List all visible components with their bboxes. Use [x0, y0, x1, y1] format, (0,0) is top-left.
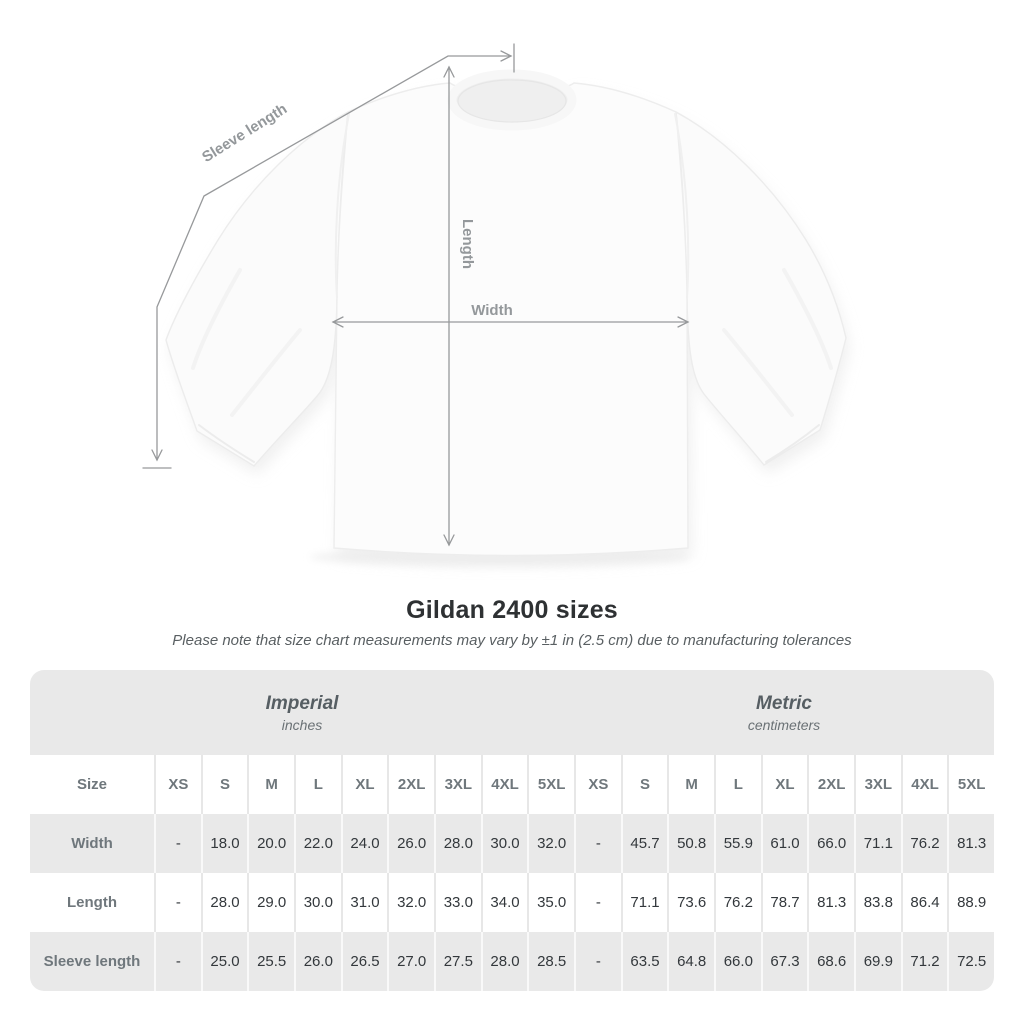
value-cell-metric: 68.6 [807, 932, 854, 991]
value-cell-imperial: 27.0 [387, 932, 434, 991]
value-cell-imperial: 26.0 [294, 932, 341, 991]
value-cell-imperial: 30.0 [481, 814, 528, 873]
value-cell-imperial: 26.0 [387, 814, 434, 873]
length-label: Length [459, 219, 476, 269]
metric-section-header [574, 670, 994, 755]
value-cell-metric: 86.4 [901, 873, 948, 932]
value-cell-metric: 69.9 [854, 932, 901, 991]
value-cell-metric: 71.2 [901, 932, 948, 991]
page-title: Gildan 2400 sizes [406, 596, 618, 624]
value-cell-metric: 71.1 [621, 873, 668, 932]
size-col-header-imperial: 5XL [527, 755, 574, 814]
size-col-header-imperial: XL [341, 755, 388, 814]
size-row-header: Size [30, 755, 154, 814]
value-cell-metric: 72.5 [947, 932, 994, 991]
size-col-header-imperial: L [294, 755, 341, 814]
imperial-section-unit: inches [281, 716, 323, 733]
measurement-row-label: Length [30, 873, 154, 932]
value-cell-metric: - [574, 873, 621, 932]
size-col-header-imperial: 4XL [481, 755, 528, 814]
size-col-header-imperial: 3XL [434, 755, 481, 814]
value-cell-metric: - [574, 814, 621, 873]
value-cell-imperial: 25.5 [247, 932, 294, 991]
value-cell-imperial: 32.0 [527, 814, 574, 873]
value-cell-imperial: 25.0 [201, 932, 248, 991]
value-cell-metric: 66.0 [714, 932, 761, 991]
value-cell-imperial: 28.5 [527, 932, 574, 991]
value-cell-imperial: 28.0 [481, 932, 528, 991]
value-cell-metric: - [574, 932, 621, 991]
size-col-header-metric: 3XL [854, 755, 901, 814]
metric-section-label: Metric [756, 692, 812, 714]
value-cell-imperial: 28.0 [434, 814, 481, 873]
value-cell-metric: 71.1 [854, 814, 901, 873]
value-cell-metric: 81.3 [807, 873, 854, 932]
size-col-header-metric: 5XL [947, 755, 994, 814]
value-cell-imperial: 30.0 [294, 873, 341, 932]
value-cell-metric: 88.9 [947, 873, 994, 932]
value-cell-imperial: - [154, 814, 201, 873]
size-col-header-metric: XS [574, 755, 621, 814]
value-cell-imperial: 35.0 [527, 873, 574, 932]
value-cell-imperial: 27.5 [434, 932, 481, 991]
value-cell-imperial: 32.0 [387, 873, 434, 932]
value-cell-imperial: 31.0 [341, 873, 388, 932]
value-cell-metric: 83.8 [854, 873, 901, 932]
value-cell-metric: 76.2 [714, 873, 761, 932]
size-col-header-imperial: M [247, 755, 294, 814]
value-cell-metric: 78.7 [761, 873, 808, 932]
value-cell-metric: 67.3 [761, 932, 808, 991]
value-cell-imperial: 28.0 [201, 873, 248, 932]
value-cell-imperial: 18.0 [201, 814, 248, 873]
size-col-header-metric: 2XL [807, 755, 854, 814]
value-cell-imperial: - [154, 932, 201, 991]
size-col-header-metric: L [714, 755, 761, 814]
imperial-section-header [30, 670, 574, 755]
shirt-body [334, 83, 688, 556]
value-cell-metric: 63.5 [621, 932, 668, 991]
value-cell-metric: 76.2 [901, 814, 948, 873]
size-col-header-metric: M [667, 755, 714, 814]
imperial-section-label: Imperial [265, 692, 339, 714]
sleeve-length-label: Sleeve length [199, 100, 291, 167]
value-cell-metric: 45.7 [621, 814, 668, 873]
value-cell-imperial: 20.0 [247, 814, 294, 873]
size-table [30, 670, 994, 991]
tolerance-note: Please note that size chart measurements may vary by ±1 in (2.5 cm) due to manufacturing tolerances [172, 632, 852, 649]
value-cell-imperial: 24.0 [341, 814, 388, 873]
value-cell-imperial: 26.5 [341, 932, 388, 991]
value-cell-metric: 64.8 [667, 932, 714, 991]
value-cell-metric: 50.8 [667, 814, 714, 873]
measurement-row-label: Sleeve length [30, 932, 154, 991]
value-cell-metric: 81.3 [947, 814, 994, 873]
width-label: Width [471, 302, 513, 319]
size-col-header-metric: S [621, 755, 668, 814]
value-cell-metric: 66.0 [807, 814, 854, 873]
right-sleeve [676, 112, 846, 465]
value-cell-imperial: - [154, 873, 201, 932]
size-col-header-imperial: 2XL [387, 755, 434, 814]
value-cell-metric: 73.6 [667, 873, 714, 932]
value-cell-imperial: 22.0 [294, 814, 341, 873]
value-cell-imperial: 29.0 [247, 873, 294, 932]
measurement-row-label: Width [30, 814, 154, 873]
value-cell-metric: 55.9 [714, 814, 761, 873]
value-cell-imperial: 34.0 [481, 873, 528, 932]
size-col-header-metric: XL [761, 755, 808, 814]
value-cell-imperial: 33.0 [434, 873, 481, 932]
size-col-header-imperial: S [201, 755, 248, 814]
size-col-header-metric: 4XL [901, 755, 948, 814]
size-col-header-imperial: XS [154, 755, 201, 814]
metric-section-unit: centimeters [747, 716, 821, 733]
value-cell-metric: 61.0 [761, 814, 808, 873]
